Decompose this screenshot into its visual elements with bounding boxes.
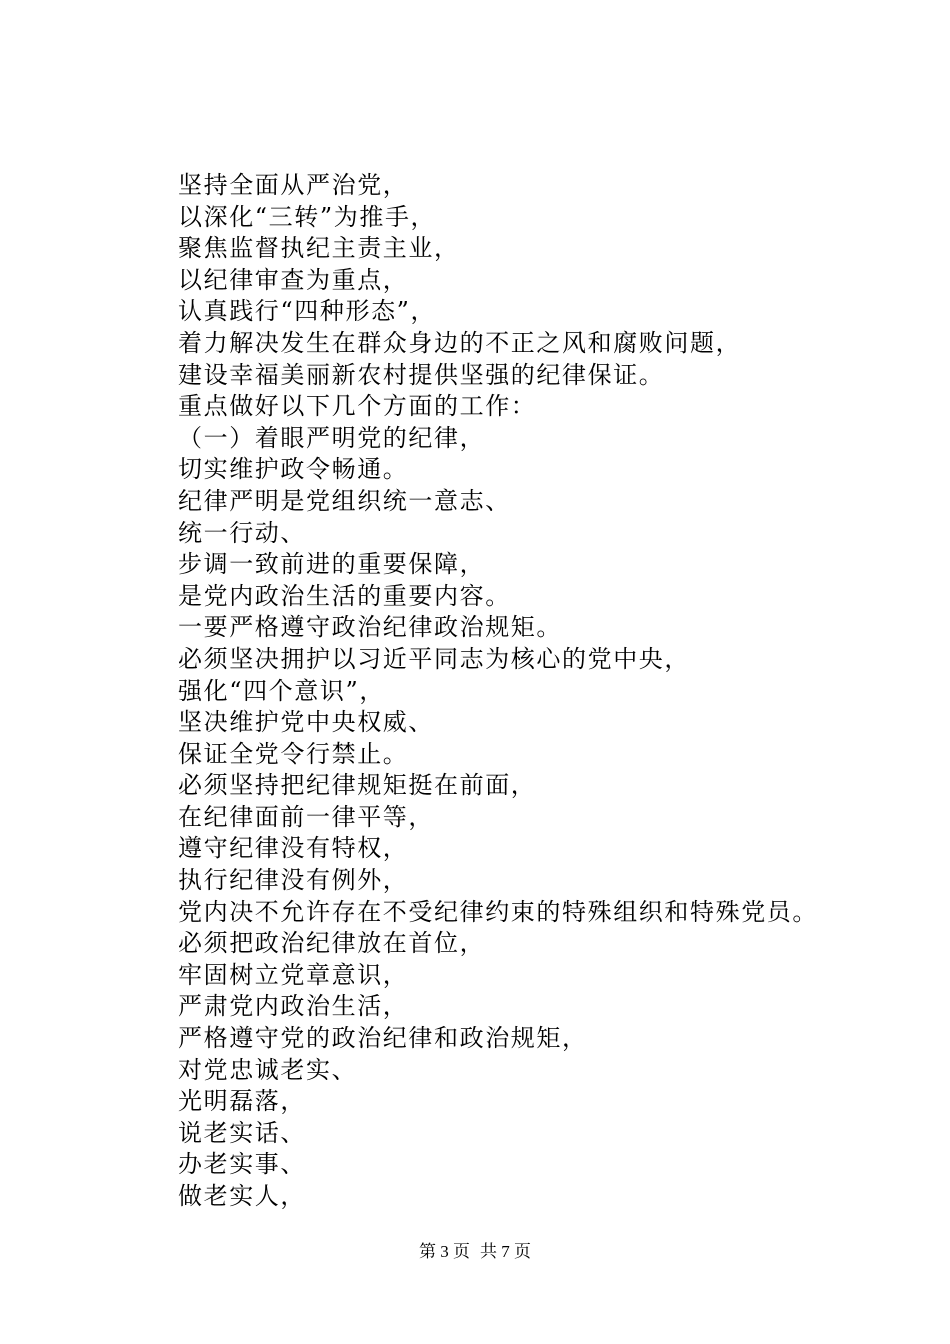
text-line: 认真践行“四种形态”，	[178, 297, 437, 326]
text-line: 做老实人，	[178, 1182, 306, 1210]
text-line: 必须坚决拥护以习近平同志为核心的党中央，	[178, 644, 690, 673]
text-line: 对党忠诚老实、	[178, 1055, 358, 1084]
text-line: 着力解决发生在群众身边的不正之风和腐败问题，	[178, 328, 742, 357]
text-line: 严格遵守党的政治纪律和政治规矩，	[178, 1024, 588, 1053]
text-line: 统一行动、	[178, 518, 306, 547]
text-line: 步调一致前进的重要保障，	[178, 550, 486, 579]
text-line: 办老实事、	[178, 1150, 306, 1179]
text-line: 光明磊落，	[178, 1087, 306, 1116]
text-line: 纪律严明是党组织统一意志、	[178, 486, 511, 515]
text-line: 坚持全面从严治党，	[178, 171, 409, 199]
page-number: 第 3 页	[419, 1242, 470, 1261]
text-line: 聚焦监督执纪主责主业，	[178, 234, 460, 263]
text-line: 在纪律面前一律平等，	[178, 802, 434, 831]
text-line: 严肃党内政治生活，	[178, 992, 409, 1021]
page-footer	[0, 1240, 950, 1264]
text-line: 坚决维护党中央权威、	[178, 708, 434, 737]
text-line: 以深化“三转”为推手，	[178, 202, 437, 231]
text-line: 强化“四个意识”，	[178, 676, 385, 705]
text-line: 是党内政治生活的重要内容。	[178, 581, 511, 610]
text-line: 以纪律审查为重点，	[178, 265, 409, 294]
text-line: 遵守纪律没有特权，	[178, 834, 409, 863]
text-line: 执行纪律没有例外，	[178, 866, 409, 895]
document-body	[178, 170, 918, 1213]
text-line: （一）着眼严明党的纪律，	[178, 423, 486, 452]
text-line: 重点做好以下几个方面的工作：	[178, 392, 537, 421]
text-line: 党内决不允许存在不受纪律约束的特殊组织和特殊党员。	[178, 897, 818, 926]
text-line: 牢固树立党章意识，	[178, 960, 409, 989]
text-line: 建设幸福美丽新农村提供坚强的纪律保证。	[178, 360, 665, 389]
text-line: 必须坚持把纪律规矩挺在前面，	[178, 771, 537, 800]
text-line: 说老实话、	[178, 1118, 306, 1147]
text-line: 必须把政治纪律放在首位，	[178, 929, 486, 958]
page-total: 共 7 页	[480, 1242, 531, 1261]
text-line: 切实维护政令畅通。	[178, 455, 409, 484]
text-line: 一要严格遵守政治纪律政治规矩。	[178, 613, 562, 642]
text-line: 保证全党令行禁止。	[178, 739, 409, 768]
